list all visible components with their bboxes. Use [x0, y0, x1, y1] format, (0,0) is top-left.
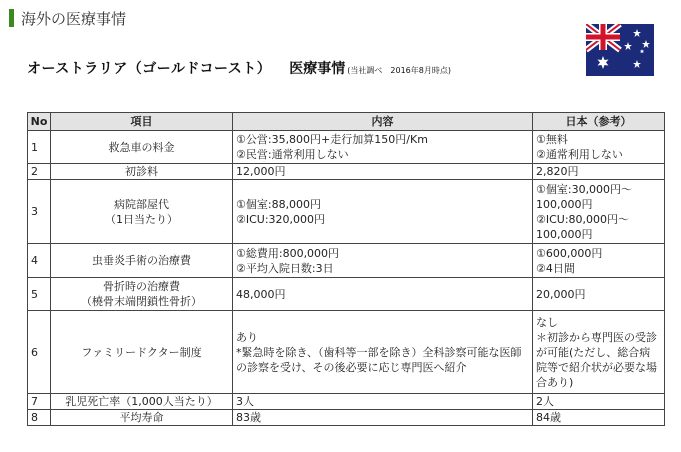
row-no: 6 — [28, 311, 51, 394]
row-japan: 20,000円 — [533, 278, 665, 311]
table-row — [28, 278, 665, 311]
row-item: 骨折時の治療費 （橈骨末端閉鎖性骨折） — [51, 278, 233, 311]
table-row — [28, 131, 665, 164]
row-no: 5 — [28, 278, 51, 311]
header-no: No — [28, 113, 51, 131]
survey-note: (当社調べ 2016年8月時点) — [347, 66, 451, 75]
table-row — [28, 311, 665, 394]
row-content: 83歳 — [233, 410, 533, 426]
medical-info-table — [27, 112, 665, 426]
table-row — [28, 410, 665, 426]
row-japan: なし ＊初診から専門医の受診が可能(ただし、総合病院等で紹介状が必要な場合あり) — [533, 311, 665, 394]
table-row — [28, 244, 665, 278]
row-no: 8 — [28, 410, 51, 426]
row-no: 3 — [28, 180, 51, 244]
row-content: 12,000円 — [233, 164, 533, 180]
row-japan: ①無料 ②通常利用しない — [533, 131, 665, 164]
row-japan: ①600,000円 ②4日間 — [533, 244, 665, 278]
row-content: 3人 — [233, 394, 533, 410]
table-row — [28, 394, 665, 410]
row-content: あり *緊急時を除き、（歯科等一部を除き）全科診察可能な医師の診察を受け、その後必要に応じ専門医へ紹介 — [233, 311, 533, 394]
table-row — [28, 164, 665, 180]
header-content: 内容 — [233, 113, 533, 131]
row-content: ①個室:88,000円 ②ICU:320,000円 — [233, 180, 533, 244]
row-japan: 2人 — [533, 394, 665, 410]
row-item: ファミリードクター制度 — [51, 311, 233, 394]
row-japan: 84歳 — [533, 410, 665, 426]
page-heading — [27, 58, 451, 78]
row-item: 平均寿命 — [51, 410, 233, 426]
row-no: 2 — [28, 164, 51, 180]
section-title-bar — [9, 9, 14, 27]
row-content: ①総費用:800,000円 ②平均入院日数:3日 — [233, 244, 533, 278]
row-no: 7 — [28, 394, 51, 410]
section-title-text: 海外の医療事情 — [21, 9, 127, 28]
table-header-row — [28, 113, 665, 131]
row-item: 初診料 — [51, 164, 233, 180]
table-row — [28, 180, 665, 244]
header-japan: 日本（参考） — [533, 113, 665, 131]
header-item: 項目 — [51, 113, 233, 131]
row-japan: ①個室:30,000円～ 100,000円 ②ICU:80,000円～ 100,000円 — [533, 180, 665, 244]
row-japan: 2,820円 — [533, 164, 665, 180]
row-no: 1 — [28, 131, 51, 164]
row-item: 救急車の料金 — [51, 131, 233, 164]
row-item: 乳児死亡率（1,000人当たり） — [51, 394, 233, 410]
row-content: ①公営:35,800円+走行加算150円/Km ②民営:通常利用しない — [233, 131, 533, 164]
row-item: 虫垂炎手術の治療費 — [51, 244, 233, 278]
row-content: 48,000円 — [233, 278, 533, 311]
page-title: オーストラリア（ゴールドコースト） — [27, 61, 272, 77]
page-subtitle: 医療事情 — [289, 61, 346, 77]
section-title — [9, 8, 126, 28]
row-no: 4 — [28, 244, 51, 278]
australia-flag-icon — [586, 24, 654, 76]
row-item: 病院部屋代 （1日当たり） — [51, 180, 233, 244]
